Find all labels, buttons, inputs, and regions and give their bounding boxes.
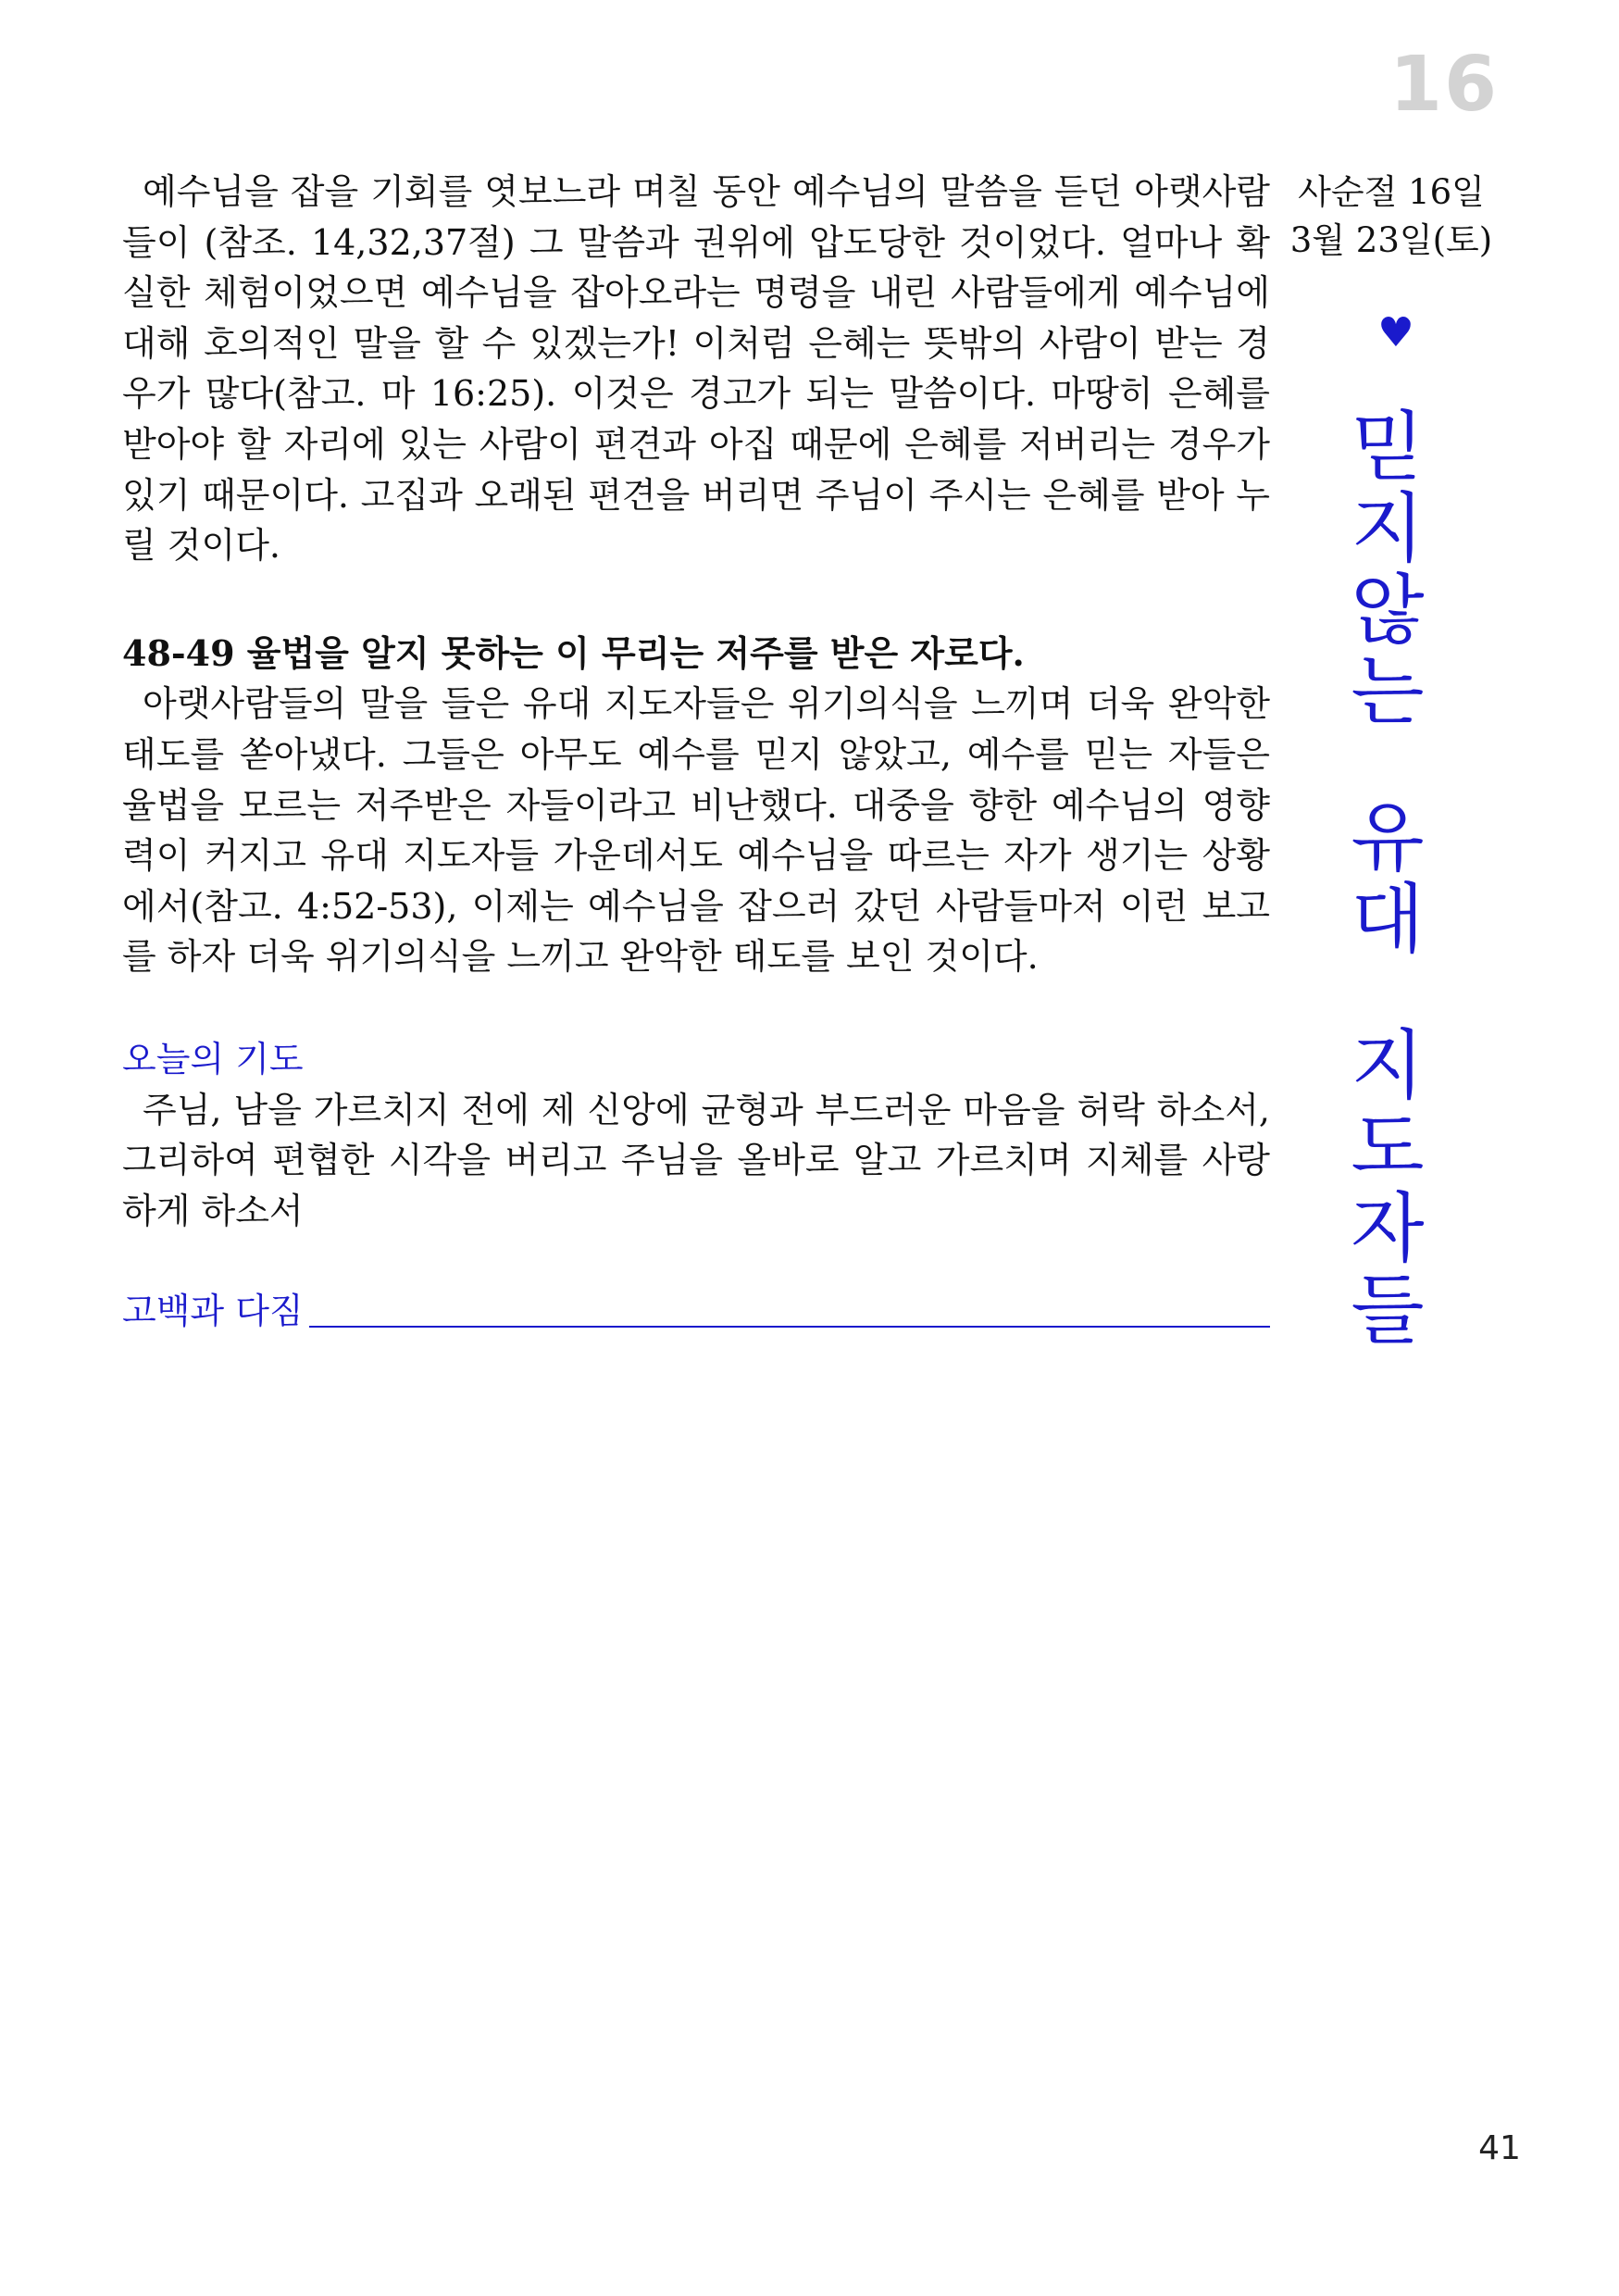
season-day: 사순절 16일 <box>1298 172 1485 212</box>
spacer <box>122 982 1270 1034</box>
vertical-title-char: 도 <box>1351 1104 1425 1192</box>
main-content <box>122 167 1270 1337</box>
vertical-title-char: 않 <box>1351 567 1425 655</box>
vertical-title-char: 지 <box>1351 485 1425 573</box>
vertical-title-char: 유 <box>1351 794 1425 882</box>
prayer-text: 주님, 남을 가르치지 전에 제 신앙에 균형과 부드러운 마음을 허락 하소서, 그리하여 편협한 시각을 버리고 주님을 올바로 알고 가르치며 지체를 사랑하게 하소서 <box>122 1089 1270 1231</box>
resolution-write-line[interactable] <box>309 1326 1270 1328</box>
vertical-title-char: 는 <box>1351 648 1425 736</box>
resolution-row <box>122 1286 1270 1337</box>
day-number: 16 <box>1389 41 1500 129</box>
resolution-label: 고백과 다짐 <box>122 1291 304 1332</box>
side-date-block <box>1276 168 1507 265</box>
commentary-paragraph-1: 예수님을 잡을 기회를 엿보느라 며칠 동안 예수님의 말씀을 듣던 아랫사람들이 (참조. 14,32,37절) 그 말씀과 권위에 압도당한 것이었다. 얼마나 확실한 체험이었으면 예수님을 잡아오라는 명령을 내린 사람들에게 예수님에 대해 호의적인 말을 할 수 있겠는가! 이처럼 은혜는 뜻밖의 사람이 받는 경우가 많다(참고. 마 16:25). 이것은 경고가 되는 말씀이다. 마땅히 은혜를 받아야 할 자리에 있는 사람이 편견과 아집 때문에 은혜를 저버리는 경우가 있기 때문이다. 고집과 오래된 편견을 버리면 주님이 주시는 은혜를 받아 누릴 것이다. <box>122 171 1270 567</box>
vertical-title-char: 들 <box>1351 1267 1425 1354</box>
spacer <box>122 1236 1270 1286</box>
heart-icon: ♥ <box>1377 309 1414 356</box>
vertical-title-char: 믿 <box>1351 404 1425 492</box>
prayer-heading: 오늘의 기도 <box>122 1038 304 1079</box>
spacer <box>122 571 1270 629</box>
page-number: 41 <box>1478 2129 1521 2167</box>
verse-heading: 48-49 율법을 알지 못하는 이 무리는 저주를 받은 자로다. <box>122 631 1025 674</box>
vertical-title-char: 대 <box>1351 876 1425 964</box>
calendar-date: 3월 23일(토) <box>1289 220 1493 260</box>
commentary-paragraph-2: 아랫사람들의 말을 들은 유대 지도자들은 위기의식을 느끼며 더욱 완악한 태도를 쏟아냈다. 그들은 아무도 예수를 믿지 않았고, 예수를 믿는 자들은 율법을 모르는 저주받은 자들이라고 비난했다. 대중을 향한 예수님의 영향력이 커지고 유대 지도자들 가운데서도 예수님을 따르는 자가 생기는 상황에서(참고. 4:52-53), 이제는 예수님을 잡으러 갔던 사람들마저 이런 보고를 하자 더욱 위기의식을 느끼고 완악한 태도를 보인 것이다. <box>122 683 1270 978</box>
vertical-title-char: 지 <box>1351 1022 1425 1110</box>
vertical-title-char: 자 <box>1351 1185 1425 1273</box>
vertical-title <box>1337 404 1438 1354</box>
